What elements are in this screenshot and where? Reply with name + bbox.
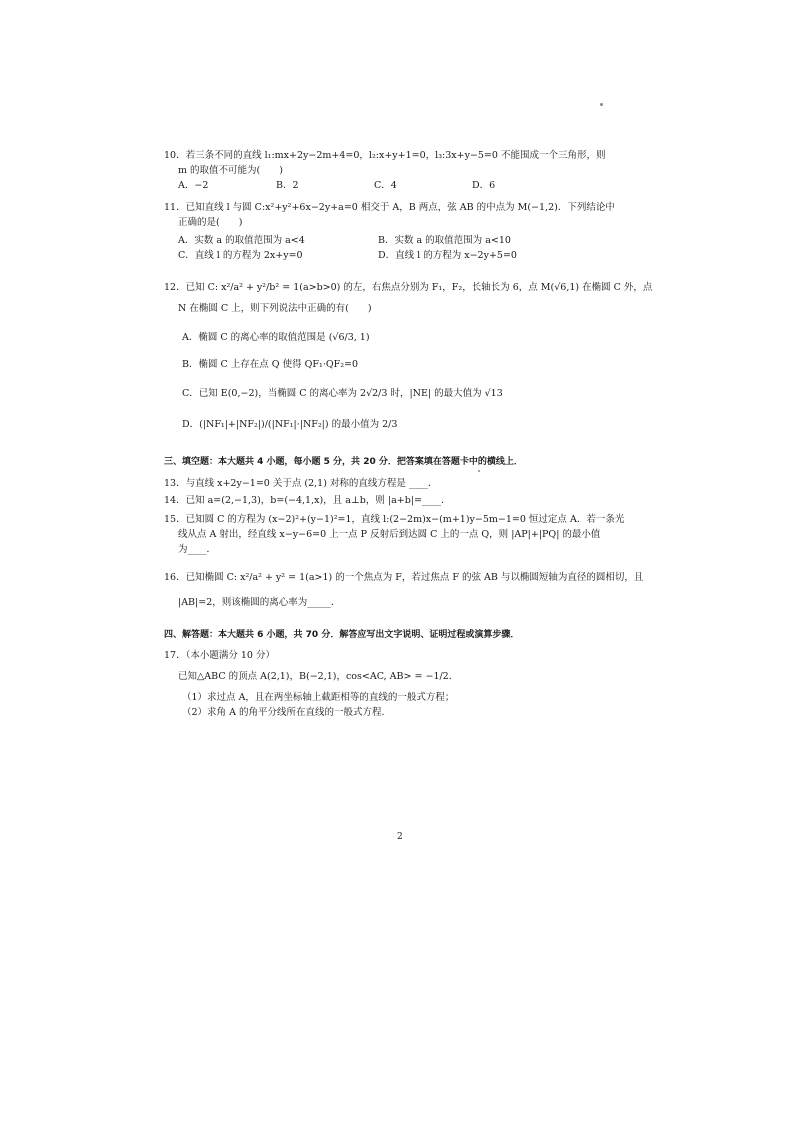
q17-part1: （1）求过点 A，且在两坐标轴上截距相等的直线的一般式方程； — [182, 692, 455, 703]
q12-option-d: D．(|NF₁|+|NF₂|)/(|NF₁|·|NF₂|) 的最小值为 2/3 — [182, 419, 398, 430]
q10-option-d: D．6 — [472, 180, 496, 191]
q11-option-c: C．直线 l 的方程为 2x+y=0 — [178, 250, 303, 261]
q10-stem-line1: 10．若三条不同的直线 l₁:mx+2y−2m+4=0，l₂:x+y+1=0，l₃:3x+y−5=0 不能围成一个三角形，则 — [164, 150, 606, 161]
question-10 — [164, 148, 634, 193]
q11-stem-line1: 11．已知直线 l 与圆 C:x²+y²+6x−2y+a=0 相交于 A，B 两点，弦 AB 的中点为 M(−1,2)．下列结论中 — [164, 202, 615, 213]
scan-speck — [478, 470, 480, 472]
question-14 — [164, 493, 634, 508]
q14-text: 14．已知 a=(2,−1,3)，b=(−4,1,x)，且 a⊥b，则 |a+b|=____． — [164, 495, 451, 506]
question-12 — [164, 280, 653, 432]
q15-line3: 为____． — [178, 544, 217, 555]
q12-option-b: B．椭圆 C 上存在点 Q 使得 QF₁·QF₂=0 — [182, 359, 359, 370]
page-number: 2 — [397, 832, 403, 842]
q12-option-a: A．椭圆 C 的离心率的取值范围是 (√6/3, 1) — [182, 332, 370, 343]
q11-option-d: D．直线 l 的方程为 x−2y+5=0 — [378, 250, 517, 261]
q15-line2: 线从点 A 射出，经直线 x−y−6=0 上一点 P 反射后到达圆 C 上的一点 Q，则 |AP|+|PQ| 的最小值 — [178, 529, 601, 540]
section-4-header: 四、解答题：本大题共 6 小题，共 70 分．解答应写出文字说明、证明过程或演算步骤． — [164, 630, 520, 640]
q12-option-c: C．已知 E(0,−2)，当椭圆 C 的离心率为 2√2/3 时，|NE| 的最大值为 √13 — [182, 388, 503, 399]
q12-stem-line1: 12．已知 C: x²/a² + y²/b² = 1(a>b>0) 的左，右焦点分别为 F₁，F₂，长轴长为 6，点 M(√6,1) 在椭圆 C 外，点 — [164, 282, 653, 293]
q17-part2: （2）求角 A 的角平分线所在直线的一般式方程． — [182, 707, 391, 718]
q10-options — [178, 178, 634, 193]
q17-stem: 已知△ABC 的顶点 A(2,1)，B(−2,1)，cos<AC, AB> = −1/2． — [178, 671, 459, 682]
q12-stem-line2: N 在椭圆 C 上，则下列说法中正确的有( ) — [178, 303, 372, 314]
q11-options-row2 — [178, 248, 634, 263]
scan-speck — [600, 103, 603, 106]
question-11 — [164, 200, 634, 263]
question-17 — [164, 648, 634, 720]
q15-line1: 15．已知圆 C 的方程为 (x−2)²+(y−1)²=1，直线 l:(2−2m)x−(m+1)y−5m−1=0 恒过定点 A．若一条光 — [164, 514, 625, 525]
q16-line1: 16．已知椭圆 C: x²/a² + y² = 1(a>1) 的一个焦点为 F，若过焦点 F 的弦 AB 与以椭圆短轴为直径的圆相切，且 — [164, 572, 644, 583]
q10-option-b: B．2 — [276, 180, 299, 191]
question-15 — [164, 512, 634, 557]
q16-line2: |AB|=2，则该椭圆的离心率为_____． — [178, 597, 341, 608]
q11-option-a: A．实数 a 的取值范围为 a<4 — [178, 235, 305, 246]
q11-options-row1 — [178, 233, 634, 248]
q10-option-a: A．−2 — [178, 180, 209, 191]
q13-text: 13．与直线 x+2y−1=0 关于点 (2,1) 对称的直线方程是 ____． — [164, 478, 438, 489]
q11-stem-line2: 正确的是( ) — [178, 217, 243, 228]
q11-option-b: B．实数 a 的取值范围为 a<10 — [378, 235, 511, 246]
q10-option-c: C．4 — [374, 180, 397, 191]
q17-title: 17．（本小题满分 10 分） — [164, 650, 275, 661]
question-13 — [164, 476, 634, 491]
section-3-header: 三、填空题：本大题共 4 小题，每小题 5 分，共 20 分．把答案填在答题卡中的横线上． — [164, 457, 523, 467]
question-16 — [164, 570, 644, 610]
q10-stem-line2: m 的取值不可能为( ) — [178, 165, 283, 176]
